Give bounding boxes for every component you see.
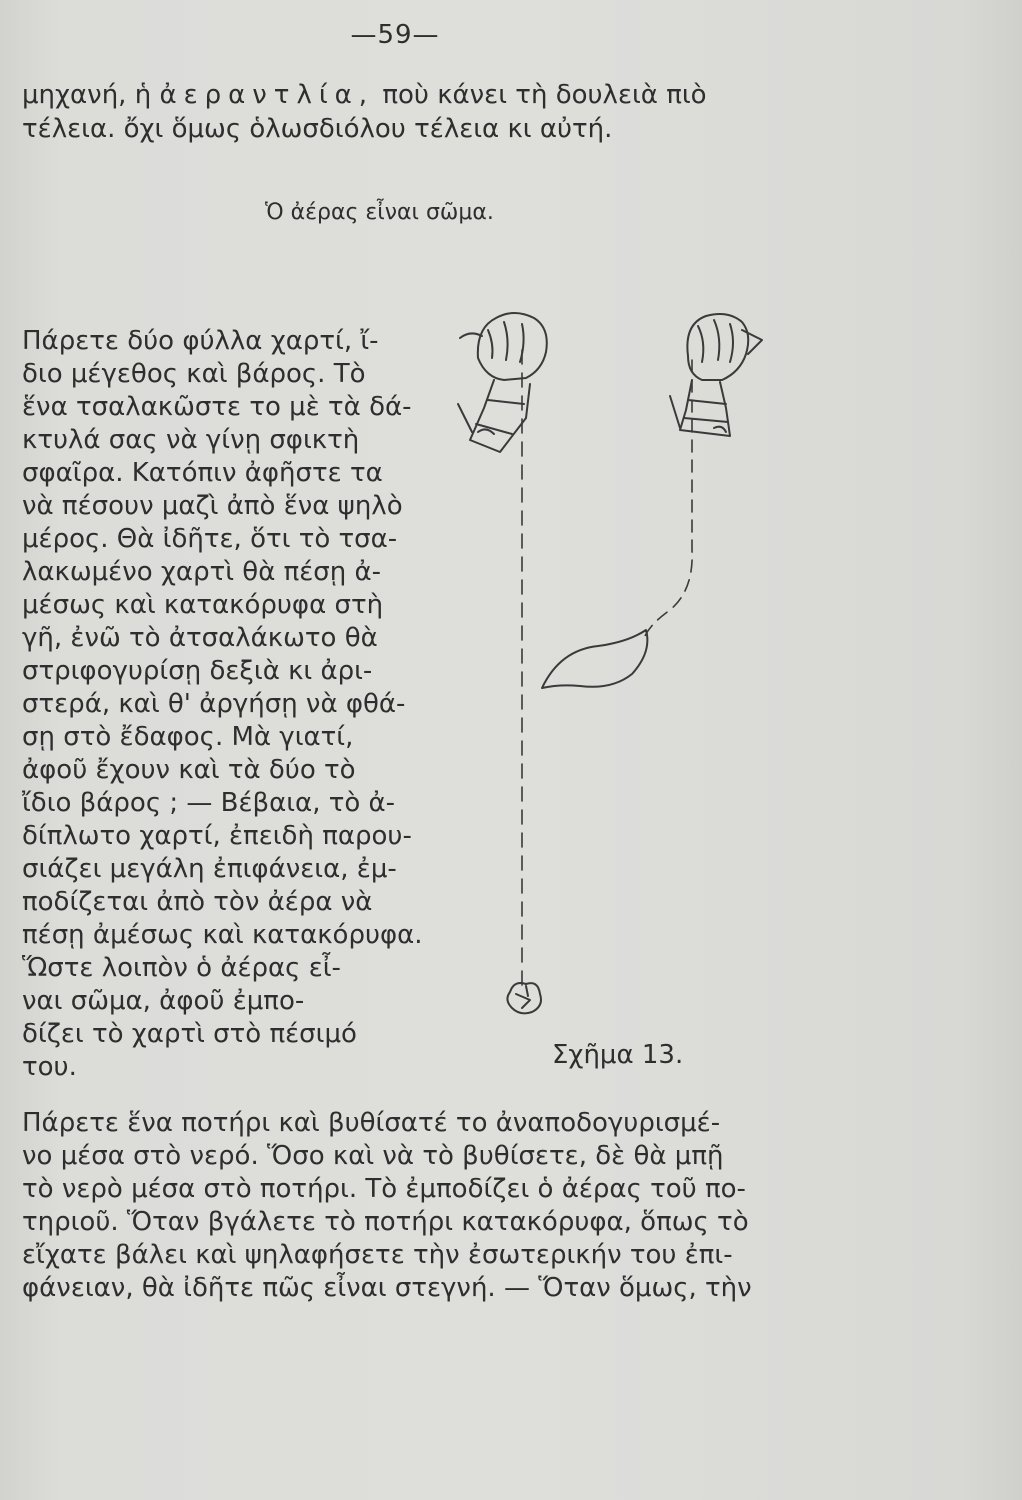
- column-line: στερά, καὶ θ' ἀργήσῃ νὰ φθά-: [22, 689, 406, 719]
- section-heading: Ὁ ἀέρας εἶναι σῶμα.: [265, 200, 494, 225]
- column-line: ποδίζεται ἀπὸ τὸν ἀέρα νὰ: [22, 887, 373, 917]
- column-line: Πάρετε δύο φύλλα χαρτί, ἴ-: [22, 326, 379, 356]
- column-line: σφαῖρα. Κατόπιν ἀφῆστε τα: [22, 458, 383, 488]
- column-line: ἴδιο βάρος ; — Βέβαια, τὸ ἀ-: [22, 788, 396, 818]
- column-line: δίπλωτο χαρτί, ἐπειδὴ παρου-: [22, 821, 412, 851]
- column-line: σιάζει μεγάλη ἐπιφάνεια, ἐμ-: [22, 854, 397, 884]
- falling-paper-illustration: [430, 300, 790, 1040]
- column-line: δίζει τὸ χαρτὶ στὸ πέσιμό: [22, 1019, 357, 1049]
- flat-paper-fall-path: [644, 360, 692, 638]
- left-hand-drawing: [458, 313, 547, 452]
- column-line: διο μέγεθος καὶ βάρος. Τὸ: [22, 359, 366, 389]
- column-line: μέρος. Θὰ ἰδῆτε, ὅτι τὸ τσα-: [22, 524, 398, 554]
- column-line: κτυλά σας νὰ γίνῃ σφικτὴ: [22, 425, 360, 455]
- column-line: ναι σῶμα, ἀφοῦ ἐμπο-: [22, 986, 305, 1016]
- bottom-text-line: τηριοῦ. Ὅταν βγάλετε τὸ ποτήρι κατακόρυφα, ὅπως τὸ: [22, 1207, 749, 1237]
- bottom-text-line: εἴχατε βάλει καὶ ψηλαφήσετε τὴν ἐσωτερικήν του ἐπι-: [22, 1240, 733, 1270]
- right-hand-drawing: [670, 314, 762, 436]
- top-text-line-2: τέλεια. ὄχι ὅμως ὁλωσδιόλου τέλεια κι αὐτή.: [22, 114, 613, 144]
- column-line: σῃ στὸ ἔδαφος. Μὰ γιατί,: [22, 722, 354, 752]
- bottom-text-line: φάνειαν, θὰ ἰδῆτε πῶς εἶναι στεγνή. — Ὅταν ὅμως, τὴν: [22, 1273, 752, 1303]
- flat-paper-sheet: [542, 630, 647, 688]
- bottom-text-line: τὸ νερὸ μέσα στὸ ποτήρι. Τὸ ἐμποδίζει ὁ ἀέρας τοῦ πο-: [22, 1174, 746, 1204]
- crumpled-paper-ball: [507, 983, 541, 1013]
- column-line: λακωμένο χαρτὶ θὰ πέσῃ ἀ-: [22, 557, 382, 587]
- bottom-text-line: νο μέσα στὸ νερό. Ὅσο καὶ νὰ τὸ βυθίσετε, δὲ θὰ μπῇ: [22, 1141, 724, 1171]
- column-line: Ὥστε λοιπὸν ὁ ἀέρας εἶ-: [22, 953, 341, 983]
- column-line: μέσως καὶ κατακόρυφα στὴ: [22, 590, 384, 620]
- top-text-line-1-spaced-word: ἀεραντλία,: [159, 80, 375, 110]
- column-line: στριφογυρίσῃ δεξιὰ κι ἀρι-: [22, 656, 373, 686]
- column-line: ἕνα τσαλακῶστε το μὲ τὰ δά-: [22, 392, 412, 422]
- column-line: ἀφοῦ ἔχουν καὶ τὰ δύο τὸ: [22, 755, 356, 785]
- column-line: πέσῃ ἀμέσως καὶ κατακόρυφα.: [22, 920, 423, 950]
- figure-caption: Σχῆμα 13.: [552, 1040, 684, 1070]
- column-line: νὰ πέσουν μαζὶ ἀπὸ ἕνα ψηλὸ: [22, 491, 403, 521]
- bottom-text-line: Πάρετε ἕνα ποτήρι καὶ βυθίσατέ το ἀναποδογυρισμέ-: [22, 1108, 721, 1138]
- top-text-line-1-c: ποὺ κάνει τὴ δουλειὰ πιὸ: [374, 80, 707, 110]
- top-text-line-1-a: μηχανή, ἡ: [22, 80, 160, 110]
- column-line: γῆ, ἐνῶ τὸ ἀτσαλάκωτο θὰ: [22, 623, 378, 653]
- page-number: —59—: [350, 20, 440, 50]
- column-line: του.: [22, 1052, 77, 1082]
- top-text-line-1: [22, 78, 707, 112]
